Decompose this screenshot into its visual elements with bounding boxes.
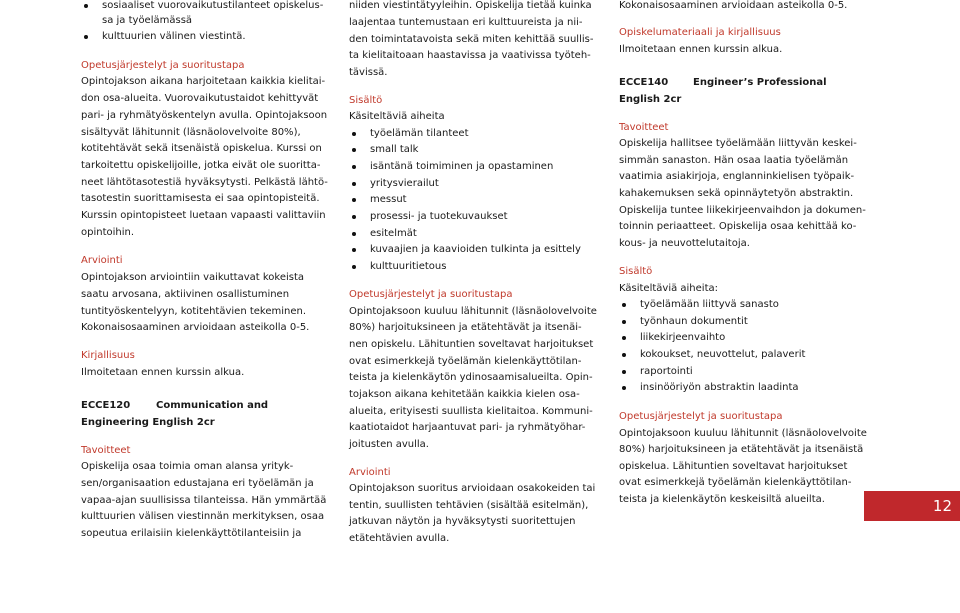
paragraph-line: den toimintatavoista sekä miten kehittää suullis-: [349, 34, 594, 45]
paragraph-line: Opiskelija tuntee liikekirjeenvaihdon ja dokumen-: [619, 205, 866, 216]
paragraph-line: simmän sanaston. Hän osaa laatia työelämän: [619, 155, 849, 166]
list-item: kuvaajien ja kaavioiden tulkinta ja esittely: [349, 244, 581, 256]
paragraph-line: ovat esimerkkejä työelämän kielenkäyttötilan-: [619, 477, 852, 488]
paragraph-line: ta kielitaitoaan haastavissa ja vaativissa työteh-: [349, 50, 591, 61]
paragraph-line: saatu arvosana, aktiivinen osallistuminen: [81, 289, 290, 300]
paragraph-line: kaatiotaidot harjaantuvat pari- ja ryhmätyöhar-: [349, 422, 586, 433]
paragraph-line: tarkoitettu opiskelijoille, jotka eivät ole suoritta-: [81, 160, 321, 171]
paragraph-line: sen/organisaation edustajana eri työelämän ja: [81, 478, 314, 489]
section-heading: Arviointi: [81, 255, 123, 266]
paragraph-line: Opintojakson suoritus arvioidaan osakokeiden tai: [349, 483, 596, 494]
list-item: työelämään liittyvä sanasto: [619, 299, 779, 311]
paragraph-line: Ilmoitetaan ennen kurssin alkua.: [81, 367, 245, 378]
list-item: raportointi: [619, 366, 693, 378]
paragraph-line: ovat esimerkkejä työelämän kielenkäyttötilan-: [349, 356, 582, 367]
paragraph-line: tojakson aikana kehitetään kaikkia kielen osa-: [349, 389, 580, 400]
paragraph-line: teista ja kielenkäytön ydinosaamisalueilta. Opin-: [349, 372, 593, 383]
paragraph-line: laajentaa tuntemustaan eri kulttuureista ja nii-: [349, 17, 583, 28]
list-item: liikekirjeenvaihto: [619, 332, 725, 344]
section-heading: Arviointi: [349, 467, 391, 478]
paragraph-line: Opintojaksoon kuuluu lähitunnit (läsnäolovelvoite: [349, 306, 597, 317]
section-heading: Sisältö: [349, 95, 383, 106]
list-item: kokoukset, neuvottelut, palaverit: [619, 349, 805, 361]
paragraph-line: kulttuurien välisen viestinnän merkityksen, osaa: [81, 511, 325, 522]
list-item-continuation: sa ja työelämässä: [102, 15, 193, 26]
paragraph-line: Opintojakson arviointiin vaikuttavat kokeista: [81, 272, 305, 283]
section-heading: Opetusjärjestelyt ja suoritustapa: [81, 60, 245, 71]
list-item: työelämän tilanteet: [349, 128, 469, 140]
paragraph-line: 80%) harjoituksineen ja etätehtävät ja itsenäistä: [619, 444, 864, 455]
paragraph-line: etätehtävien avulla.: [349, 533, 450, 544]
paragraph-line: neet lähtötasotestiä hyväksytysti. Pelkästä lähtö-: [81, 177, 328, 188]
paragraph-line: kotitehtävät sekä itsenäistä opiskelua. Kurssi on: [81, 143, 322, 154]
list-item: sosiaaliset vuorovaikutustilanteet opiskelus-: [81, 0, 323, 12]
paragraph-line: tävissä.: [349, 67, 388, 78]
paragraph-line: Opiskelija hallitsee työelämään liittyvän keskei-: [619, 138, 857, 149]
page-number: 12: [932, 497, 952, 515]
course-name-cont: Engineering English 2cr: [81, 417, 215, 428]
list-item: esitelmät: [349, 228, 417, 240]
page-number-tab: [864, 491, 960, 521]
list-item: yritysvierailut: [349, 178, 439, 190]
section-heading: Opetusjärjestelyt ja suoritustapa: [349, 289, 513, 300]
list-item: small talk: [349, 144, 418, 156]
paragraph-line: sisältyvät lähitunnit (läsnäolovelvoite 80%),: [81, 127, 301, 138]
list-item: insinööriyön abstraktin laadinta: [619, 382, 799, 394]
paragraph-line: opiskelua. Lähituntien soveltavat harjoitukset: [619, 461, 848, 472]
paragraph-line: joitusten avulla.: [349, 439, 429, 450]
paragraph-line: Kokonaisosaaminen arvioidaan asteikolla 0-5.: [81, 322, 310, 333]
paragraph-line: pari- ja ryhmätyöskentelyn avulla. Opintojaksoon: [81, 110, 328, 121]
section-heading: Kirjallisuus: [81, 350, 135, 361]
paragraph-line: sopeutua erilaisiin kielenkäyttötilanteisiin ja: [81, 528, 302, 539]
section-heading: Sisältö: [619, 266, 653, 277]
paragraph-line: alueita, erityisesti suullista kielitaitoa. Kommuni-: [349, 406, 593, 417]
list-item: isäntänä toimiminen ja opastaminen: [349, 161, 553, 173]
course-name: Engineer’s Professional: [693, 77, 827, 88]
paragraph-line: kous- ja neuvottelutaitoja.: [619, 238, 750, 249]
course-name: Communication and: [156, 400, 269, 411]
list-item: työnhaun dokumentit: [619, 316, 748, 328]
paragraph-line: kahakemuksen sekä opinnäytetyön abstraktin.: [619, 188, 854, 199]
paragraph-line: niiden viestintätyyleihin. Opiskelija tietää kuinka: [349, 0, 592, 11]
paragraph-line: opintoihin.: [81, 227, 135, 238]
paragraph-line: Opintojaksoon kuuluu lähitunnit (läsnäolovelvoite: [619, 428, 867, 439]
paragraph-line: toinnin periaatteet. Opiskelija osaa kehittää ko-: [619, 221, 857, 232]
course-name-cont: English 2cr: [619, 94, 682, 105]
paragraph-line: Opiskelija osaa toimia oman alansa yrityk-: [81, 461, 294, 472]
paragraph-line: Kokonaisosaaminen arvioidaan asteikolla 0-5.: [619, 0, 848, 11]
list-item: kulttuurien välinen viestintä.: [81, 31, 246, 43]
paragraph-line: nen opiskelu. Lähituntien soveltavat harjoitukset: [349, 339, 594, 350]
paragraph-line: 80%) harjoituksineen ja etätehtävät ja itsenäi-: [349, 322, 582, 333]
paragraph-line: Ilmoitetaan ennen kurssin alkua.: [619, 44, 783, 55]
paragraph-line: Kurssin opintopisteet luetaan vapaasti valittaviin: [81, 210, 326, 221]
paragraph-line: teista ja kielenkäytön keskeisiltä alueilta.: [619, 494, 825, 505]
paragraph-line: vapaa-ajan suullisissa tilanteissa. Hän ymmärtää: [81, 495, 327, 506]
list-item: messut: [349, 194, 407, 206]
paragraph-line: don osa-alueita. Vuorovaikutustaidot kehittyvät: [81, 93, 319, 104]
paragraph-line: Opintojakson aikana harjoitetaan kaikkia kielitai-: [81, 76, 326, 87]
paragraph-line: vaatimia asiakirjoja, englanninkielisen työpaik-: [619, 171, 855, 182]
section-heading: Tavoitteet: [619, 122, 669, 133]
content-intro: Käsiteltäviä aiheita: [349, 111, 445, 122]
section-heading: Opiskelumateriaali ja kirjallisuus: [619, 27, 781, 38]
section-heading: Tavoitteet: [81, 445, 131, 456]
content-intro: Käsiteltäviä aiheita:: [619, 283, 718, 294]
section-heading: Opetusjärjestelyt ja suoritustapa: [619, 411, 783, 422]
course-code: ECCE140: [619, 77, 669, 88]
paragraph-line: jatkuvan näytön ja hyväksytysti suoritettujen: [349, 516, 576, 527]
paragraph-line: tuntityöskentelyyn, kotitehtävien tekeminen.: [81, 306, 307, 317]
list-item: prosessi- ja tuotekuvaukset: [349, 211, 508, 223]
course-code: ECCE120: [81, 400, 131, 411]
list-item: kulttuuritietous: [349, 261, 446, 273]
paragraph-line: tasotestin suorittamisesta ei saa opintopisteitä.: [81, 193, 320, 204]
paragraph-line: tentin, suullisten tehtävien (sisältää esitelmän),: [349, 500, 589, 511]
